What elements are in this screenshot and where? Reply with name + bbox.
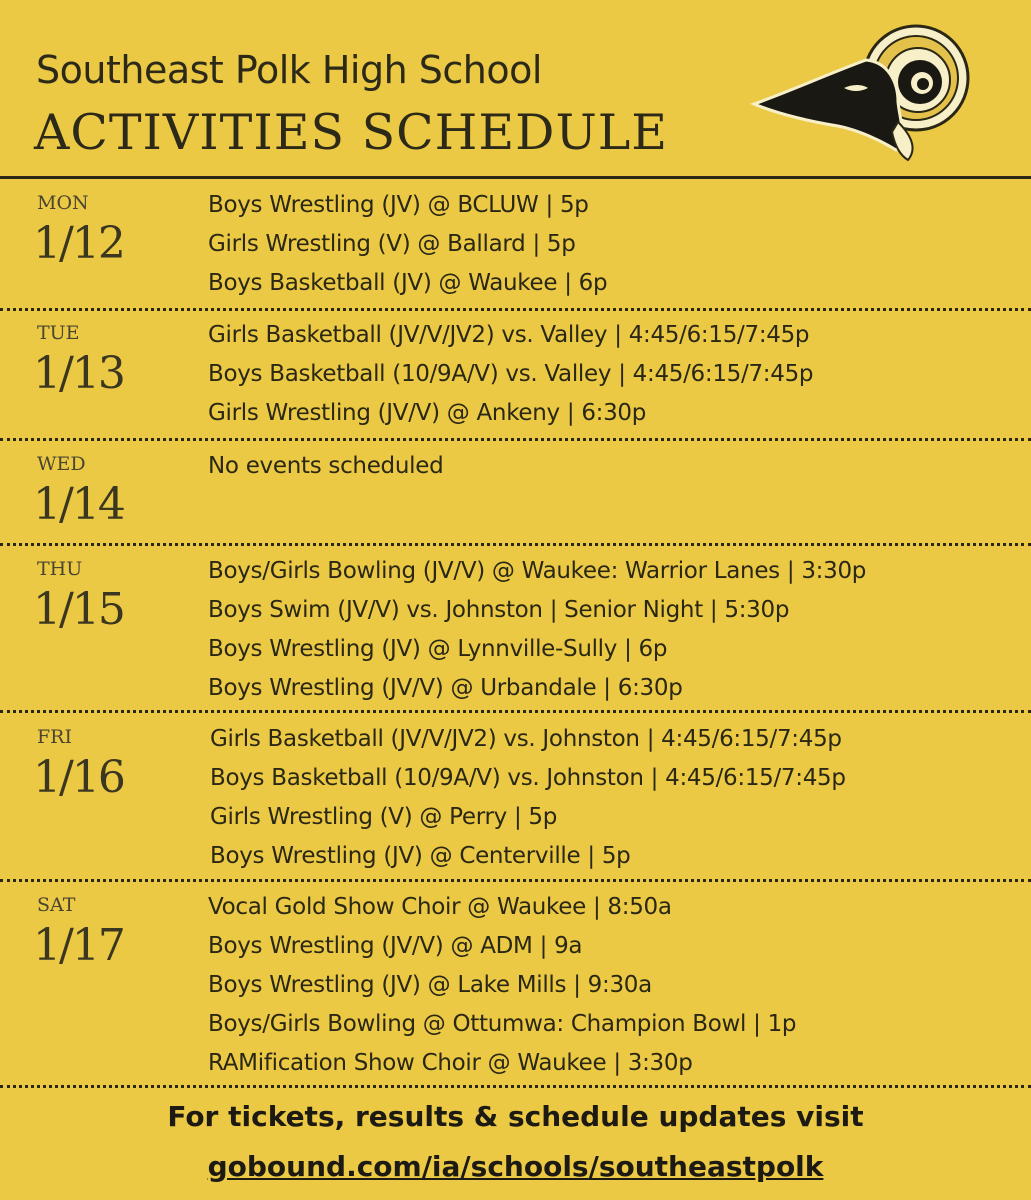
day-date: 1/13 bbox=[33, 348, 124, 399]
event-item: Girls Basketball (JV/V/JV2) vs. Valley | 4:45/6:15/7:45p bbox=[208, 322, 810, 348]
day-of-week: WED bbox=[37, 453, 86, 475]
event-item: No events scheduled bbox=[208, 453, 444, 479]
event-list bbox=[210, 720, 846, 876]
day-date: 1/16 bbox=[33, 752, 124, 803]
school-name: Southeast Polk High School bbox=[36, 48, 542, 92]
event-item: Boys/Girls Bowling (JV/V) @ Waukee: Warrior Lanes | 3:30p bbox=[208, 558, 867, 584]
day-friday bbox=[0, 714, 1031, 878]
event-item: RAMification Show Choir @ Waukee | 3:30p bbox=[208, 1050, 693, 1076]
day-of-week: SAT bbox=[37, 894, 76, 916]
event-list bbox=[208, 186, 607, 303]
day-date: 1/15 bbox=[33, 584, 124, 635]
event-item: Boys Basketball (10/9A/V) vs. Johnston | 4:45/6:15/7:45p bbox=[210, 765, 846, 791]
event-item: Boys Wrestling (JV) @ Centerville | 5p bbox=[210, 843, 631, 869]
footer-link[interactable]: gobound.com/ia/schools/southeastpolk bbox=[207, 1150, 824, 1183]
event-list bbox=[208, 888, 796, 1083]
event-item: Boys Wrestling (JV) @ BCLUW | 5p bbox=[208, 192, 589, 218]
day-saturday bbox=[0, 882, 1031, 1084]
event-item: Boys Swim (JV/V) vs. Johnston | Senior Night | 5:30p bbox=[208, 597, 790, 623]
footer-text: For tickets, results & schedule updates visit bbox=[167, 1100, 864, 1133]
day-of-week: MON bbox=[37, 192, 89, 214]
event-item: Boys Wrestling (JV) @ Lake Mills | 9:30a bbox=[208, 972, 652, 998]
header bbox=[0, 0, 1031, 178]
event-item: Girls Wrestling (V) @ Perry | 5p bbox=[210, 804, 558, 830]
day-date: 1/12 bbox=[33, 218, 124, 269]
day-of-week: TUE bbox=[37, 322, 80, 344]
event-list bbox=[208, 552, 866, 708]
event-list bbox=[208, 447, 443, 486]
event-item: Girls Wrestling (V) @ Ballard | 5p bbox=[208, 231, 576, 257]
page-title: ACTIVITIES SCHEDULE bbox=[34, 104, 669, 161]
day-of-week: FRI bbox=[37, 726, 72, 748]
event-item: Girls Wrestling (JV/V) @ Ankeny | 6:30p bbox=[208, 400, 647, 426]
event-item: Boys Basketball (10/9A/V) vs. Valley | 4:45/6:15/7:45p bbox=[208, 361, 814, 387]
day-wednesday bbox=[0, 441, 1031, 541]
event-list bbox=[208, 316, 813, 433]
event-item: Boys Wrestling (JV/V) @ Urbandale | 6:30p bbox=[208, 675, 683, 701]
event-item: Boys Basketball (JV) @ Waukee | 6p bbox=[208, 270, 608, 296]
day-of-week: THU bbox=[37, 558, 83, 580]
day-thursday bbox=[0, 546, 1031, 710]
day-date: 1/17 bbox=[33, 920, 124, 971]
event-item: Girls Basketball (JV/V/JV2) vs. Johnston | 4:45/6:15/7:45p bbox=[210, 726, 842, 752]
event-item: Vocal Gold Show Choir @ Waukee | 8:50a bbox=[208, 894, 672, 920]
ram-head-icon bbox=[748, 22, 970, 164]
day-monday bbox=[0, 180, 1031, 308]
day-date: 1/14 bbox=[33, 479, 124, 530]
day-divider bbox=[0, 1085, 1031, 1088]
header-divider bbox=[0, 176, 1031, 179]
event-item: Boys/Girls Bowling @ Ottumwa: Champion Bowl | 1p bbox=[208, 1011, 797, 1037]
event-item: Boys Wrestling (JV/V) @ ADM | 9a bbox=[208, 933, 583, 959]
event-item: Boys Wrestling (JV) @ Lynnville-Sully | 6p bbox=[208, 636, 668, 662]
day-tuesday bbox=[0, 310, 1031, 438]
day-divider bbox=[0, 710, 1031, 713]
